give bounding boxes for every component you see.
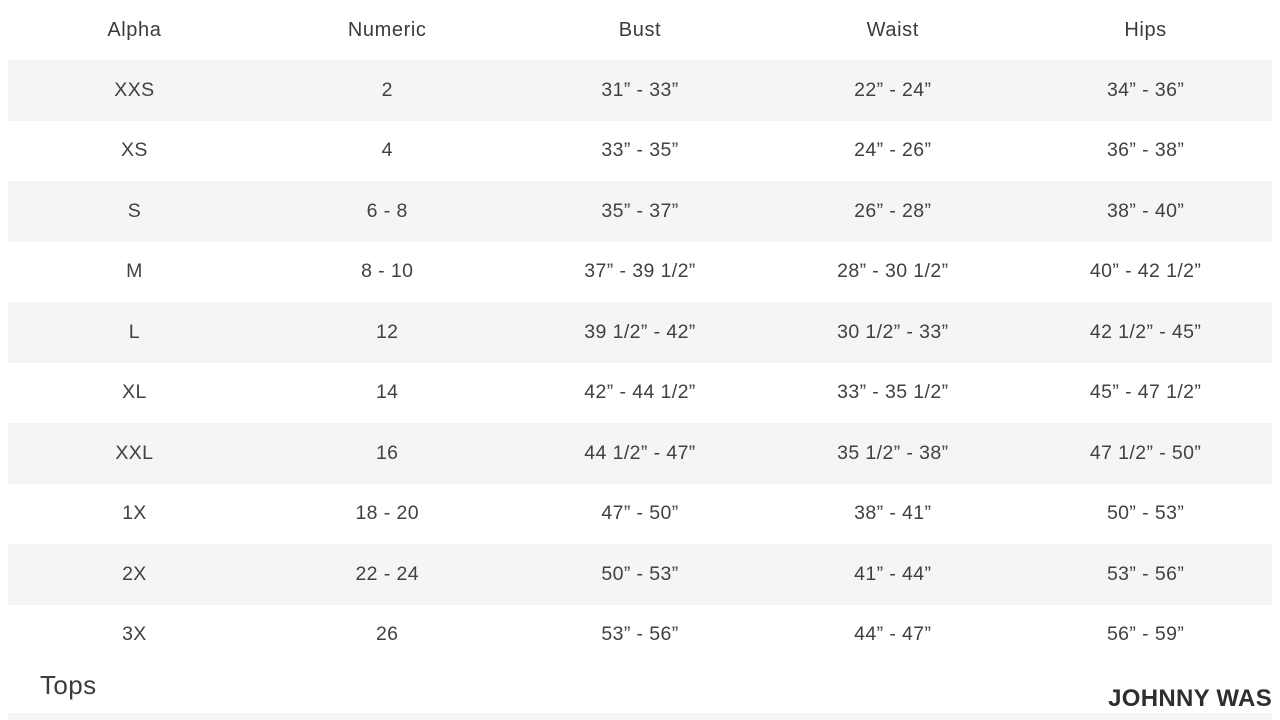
cell-waist: 28” - 30 1/2” — [837, 260, 949, 283]
next-section-strip — [8, 713, 1272, 720]
cell-numeric: 16 — [375, 441, 399, 464]
column-header-waist: Waist — [866, 18, 919, 41]
table-row — [8, 423, 1272, 484]
cell-bust: 47” - 50” — [601, 502, 679, 525]
cell-alpha: L — [128, 320, 141, 343]
cell-hips: 34” - 36” — [1106, 78, 1185, 101]
table-row — [8, 181, 1272, 242]
cell-numeric: 14 — [375, 381, 399, 404]
cell-bust: 33” - 35” — [601, 139, 679, 162]
cell-hips: 38” - 40” — [1106, 199, 1185, 222]
table-row — [8, 605, 1272, 666]
cell-alpha: S — [127, 199, 142, 222]
column-header-numeric: Numeric — [347, 18, 427, 41]
cell-numeric: 6 - 8 — [366, 199, 408, 222]
cell-waist: 30 1/2” - 33” — [837, 320, 949, 343]
cell-alpha: XXS — [114, 78, 155, 101]
cell-waist: 41” - 44” — [854, 562, 932, 585]
cell-hips: 40” - 42 1/2” — [1089, 260, 1202, 283]
size-chart-table — [8, 0, 1272, 665]
cell-waist: 33” - 35 1/2” — [837, 381, 949, 404]
cell-hips: 56” - 59” — [1106, 623, 1185, 646]
cell-numeric: 26 — [375, 623, 399, 646]
brand-wordmark: JOHNNY WAS — [1108, 685, 1272, 712]
cell-hips: 53” - 56” — [1106, 562, 1185, 585]
table-row — [8, 302, 1272, 363]
table-row — [8, 242, 1272, 303]
column-header-alpha: Alpha — [107, 18, 162, 41]
cell-alpha: 2X — [122, 562, 147, 585]
cell-alpha: 3X — [122, 623, 147, 646]
section-label-tops: Tops — [40, 670, 97, 700]
cell-hips: 47 1/2” - 50” — [1089, 441, 1202, 464]
cell-alpha: XL — [122, 381, 147, 404]
cell-numeric: 4 — [381, 139, 393, 162]
cell-alpha: M — [126, 260, 143, 283]
cell-waist: 38” - 41” — [854, 502, 932, 525]
cell-bust: 42” - 44 1/2” — [584, 381, 696, 404]
cell-hips: 36” - 38” — [1106, 139, 1185, 162]
cell-numeric: 22 - 24 — [355, 562, 419, 585]
table-row — [8, 121, 1272, 182]
table-row — [8, 544, 1272, 605]
table-row — [8, 484, 1272, 545]
cell-numeric: 2 — [381, 78, 393, 101]
table-row — [8, 60, 1272, 121]
cell-bust: 37” - 39 1/2” — [584, 260, 696, 283]
cell-waist: 44” - 47” — [854, 623, 932, 646]
column-header-hips: Hips — [1124, 18, 1167, 41]
cell-bust: 35” - 37” — [601, 199, 679, 222]
cell-hips: 42 1/2” - 45” — [1089, 320, 1202, 343]
cell-bust: 50” - 53” — [601, 562, 679, 585]
cell-bust: 44 1/2” - 47” — [584, 441, 696, 464]
table-header-row — [8, 0, 1272, 60]
cell-bust: 39 1/2” - 42” — [584, 320, 696, 343]
cell-bust: 31” - 33” — [601, 78, 679, 101]
table-body — [8, 60, 1272, 665]
cell-numeric: 8 - 10 — [361, 260, 414, 283]
cell-waist: 24” - 26” — [854, 139, 932, 162]
column-header-bust: Bust — [618, 18, 662, 41]
footer — [0, 665, 1280, 713]
cell-hips: 50” - 53” — [1106, 502, 1185, 525]
cell-hips: 45” - 47 1/2” — [1089, 381, 1202, 404]
cell-alpha: XS — [120, 139, 148, 162]
table-row — [8, 363, 1272, 424]
cell-bust: 53” - 56” — [601, 623, 679, 646]
cell-waist: 26” - 28” — [854, 199, 932, 222]
cell-numeric: 12 — [375, 320, 399, 343]
cell-waist: 35 1/2” - 38” — [837, 441, 949, 464]
cell-waist: 22” - 24” — [854, 78, 932, 101]
cell-alpha: XXL — [115, 441, 154, 464]
cell-alpha: 1X — [122, 502, 147, 525]
cell-numeric: 18 - 20 — [355, 502, 419, 525]
